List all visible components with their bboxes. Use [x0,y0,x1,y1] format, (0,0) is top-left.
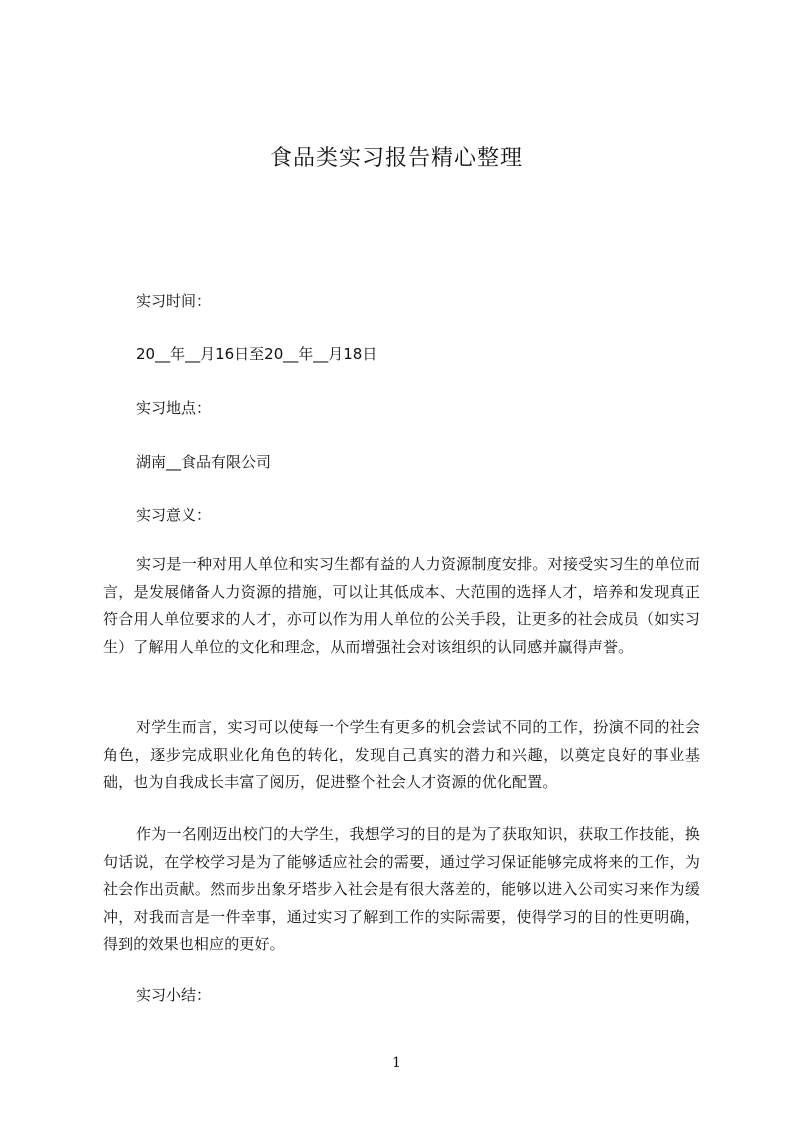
internship-time-value: 20__年__月16日至20__年__月18日 [136,345,378,363]
internship-time-label: 实习时间： [136,292,212,310]
internship-place-value: 湖南__食品有限公司 [136,453,272,471]
internship-meaning-label: 实习意义： [136,506,212,524]
internship-place-label: 实习地点： [136,399,212,417]
paragraph-personal-purpose: 作为一名刚迈出校门的大学生，我想学习的目的是为了获取知识，获取工作技能，换句话说，在学校学习是为了能够适应社会的需要，通过学习保证能够完成将来的工作，为社会作出贡献。然而步出象牙塔步入社会是有很大落差的，能够以进入公司实习来作为缓冲，对我而言是一件幸事，通过实习了解到工作的实际需要，使得学习的目的性更明确，得到的效果也相应的更好。 [103,825,700,953]
paragraph-meaning-student: 对学生而言，实习可以使每一个学生有更多的机会尝试不同的工作，扮演不同的社会角色，逐步完成职业化角色的转化，发现自己真实的潜力和兴趣，以奠定良好的事业基础，也为自我成长丰富了阅历，促进整个社会人才资源的优化配置。 [103,718,700,791]
internship-summary-label: 实习小结： [136,986,212,1004]
paragraph-meaning-employer: 实习是一种对用人单位和实习生都有益的人力资源制度安排。对接受实习生的单位而言，是发展储备人力资源的措施，可以让其低成本、大范围的选择人才，培养和发现真正符合用人单位要求的人才，亦可以作为用人单位的公关手段，让更多的社会成员（如实习生）了解用人单位的文化和理念，从而增强社会对该组织的认同感并赢得声誉。 [103,555,700,656]
page-number: 1 [392,1055,401,1071]
document-title: 食品类实习报告精心整理 [269,146,523,171]
